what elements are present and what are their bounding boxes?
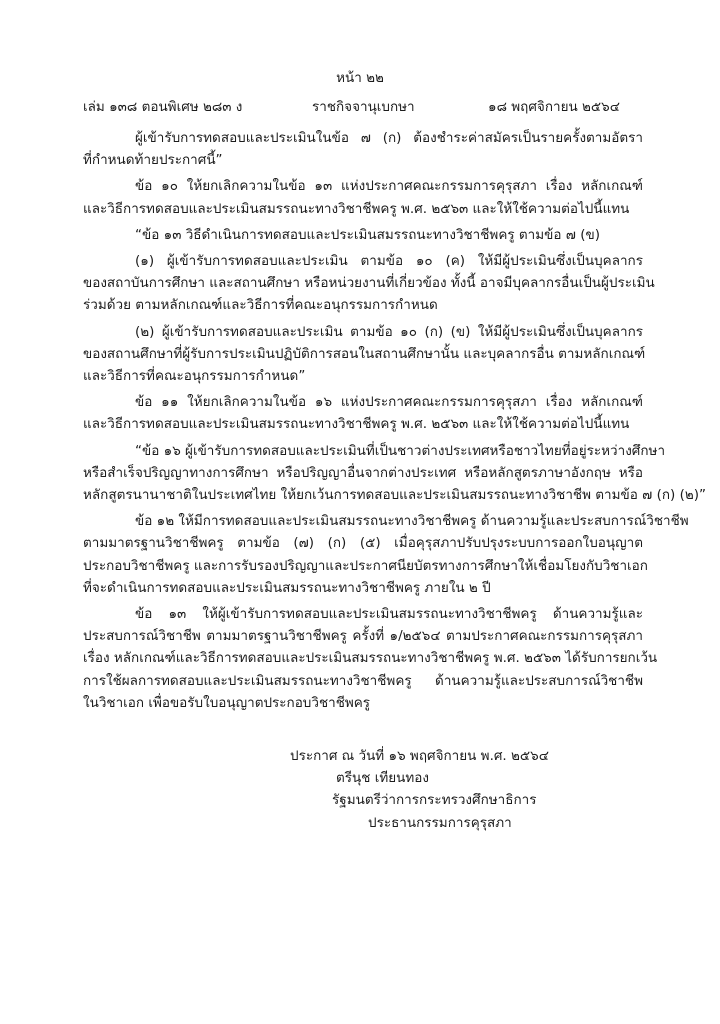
text-line: ในวิชาเอก เพื่อขอรับใบอนุญาตประกอบวิชาชีพครู xyxy=(83,694,371,711)
text-line: ที่กำหนดท้ายประกาศนี้” xyxy=(83,152,223,169)
text-line: หลักสูตรนานาชาติในประเทศไทย ให้ยกเว้นการทดสอบและประเมินสมรรถนะทางวิชาชีพ ตามข้อ ๗ (ก) (๒)” xyxy=(83,487,707,504)
page-number: หน้า ๒๒ xyxy=(336,70,384,86)
text-line: ของสถาบันการศึกษา และสถานศึกษา หรือหน่วยงานที่เกี่ยวข้อง ทั้งนี้ อาจมีบุคลากรอื่นเป็นผู้ประเมิน xyxy=(83,275,655,292)
text-line: และวิธีการที่คณะอนุกรรมการกำหนด” xyxy=(83,368,306,385)
volume-info: เล่ม ๑๓๘ ตอนพิเศษ ๒๘๓ ง xyxy=(83,99,243,115)
text-line: “ข้อ ๑๖ ผู้เข้ารับการทดสอบและประเมินที่เป็นชาวต่างประเทศหรือชาวไทยที่อยู่ระหว่างศึกษา xyxy=(135,442,666,459)
text-line: การใช้ผลการทดสอบและประเมินสมรรถนะทางวิชาชีพครู ด้านความรู้และประสบการณ์วิชาชีพ xyxy=(83,672,643,689)
signature-block xyxy=(290,745,549,834)
text-line: “ข้อ ๑๓ วิธีดำเนินการทดสอบและประเมินสมรรถนะทางวิชาชีพครู ตามข้อ ๗ (ข) xyxy=(135,226,600,243)
text-line: ข้อ ๑๐ ให้ยกเลิกความในข้อ ๑๓ แห่งประกาศคณะกรรมการคุรุสภา เรื่อง หลักเกณฑ์ xyxy=(135,178,643,195)
announcement-date: ประกาศ ณ วันที่ ๑๖ พฤศจิกายน พ.ศ. ๒๕๖๔ xyxy=(290,748,549,764)
text-line: ประกอบวิชาชีพครู และการรับรองปริญญาและประกาศนียบัตรทางการศึกษาให้เชื่อมโยงกับวิชาเอก xyxy=(83,557,648,574)
text-line: ของสถานศึกษาที่ผู้รับการประเมินปฏิบัติการสอนในสถานศึกษานั้น และบุคลากรอื่น ตามหลักเกณฑ์ xyxy=(83,345,646,362)
signatory-title-president: ประธานกรรมการคุรุสภา xyxy=(368,814,512,831)
text-line: ข้อ ๑๑ ให้ยกเลิกความในข้อ ๑๖ แห่งประกาศคณะกรรมการคุรุสภา เรื่อง หลักเกณฑ์ xyxy=(135,394,643,411)
text-line: (๑) ผู้เข้ารับการทดสอบและประเมิน ตามข้อ ๑๐ (ค) ให้มีผู้ประเมินซึ่งเป็นบุคลากร xyxy=(135,253,643,270)
text-line: และวิธีการทดสอบและประเมินสมรรถนะทางวิชาชีพครู พ.ศ. ๒๕๖๓ และให้ใช้ความต่อไปนี้แทน xyxy=(83,416,630,433)
text-line: ข้อ ๑๒ ให้มีการทดสอบและประเมินสมรรถนะทางวิชาชีพครู ด้านความรู้และประสบการณ์วิชาชีพ xyxy=(135,513,689,530)
text-line: ตามมาตรฐานวิชาชีพครู ตามข้อ (๗) (ก) (๕) เมื่อคุรุสภาปรับปรุงระบบการออกใบอนุญาต xyxy=(83,535,643,552)
document-body xyxy=(83,127,707,714)
text-line: ข้อ ๑๓ ให้ผู้เข้ารับการทดสอบและประเมินสมรรถนะทางวิชาชีพครู ด้านความรู้และ xyxy=(135,606,643,623)
text-line: ประสบการณ์วิชาชีพ ตามมาตรฐานวิชาชีพครู ครั้งที่ ๑/๒๕๖๔ ตามประกาศคณะกรรมการคุรุสภา xyxy=(83,628,643,645)
text-line: เรื่อง หลักเกณฑ์และวิธีการทดสอบและประเมินสมรรถนะทางวิชาชีพครู พ.ศ. ๒๕๖๓ ได้รับการยกเว้น xyxy=(83,650,658,667)
signatory-title-minister: รัฐมนตรีว่าการกระทรวงศึกษาธิการ xyxy=(332,792,537,809)
text-line: (๒) ผู้เข้ารับการทดสอบและประเมิน ตามข้อ ๑๐ (ก) (ข) ให้มีผู้ประเมินซึ่งเป็นบุคลากร xyxy=(135,323,643,340)
text-line: ที่จะดำเนินการทดสอบและประเมินสมรรถนะทางวิชาชีพครู ภายใน ๒ ปี xyxy=(83,579,491,596)
text-line: หรือสำเร็จปริญญาทางการศึกษา หรือปริญญาอื่นจากต่างประเทศ หรือหลักสูตรภาษาอังกฤษ หรือ xyxy=(83,464,643,481)
gazette-title: ราชกิจจานุเบกษา xyxy=(312,99,415,115)
text-line: และวิธีการทดสอบและประเมินสมรรถนะทางวิชาชีพครู พ.ศ. ๒๕๖๓ และให้ใช้ความต่อไปนี้แทน xyxy=(83,200,630,217)
publication-date: ๑๘ พฤศจิกายน ๒๕๖๔ xyxy=(488,99,620,115)
text-line: ผู้เข้ารับการทดสอบและประเมินในข้อ ๗ (ก) ต้องชำระค่าสมัครเป็นรายครั้งตามอัตรา xyxy=(135,130,643,146)
signatory-name: ตรีนุช เทียนทอง xyxy=(336,770,429,787)
text-line: ร่วมด้วย ตามหลักเกณฑ์และวิธีการที่คณะอนุกรรมการกำหนด xyxy=(83,297,438,314)
